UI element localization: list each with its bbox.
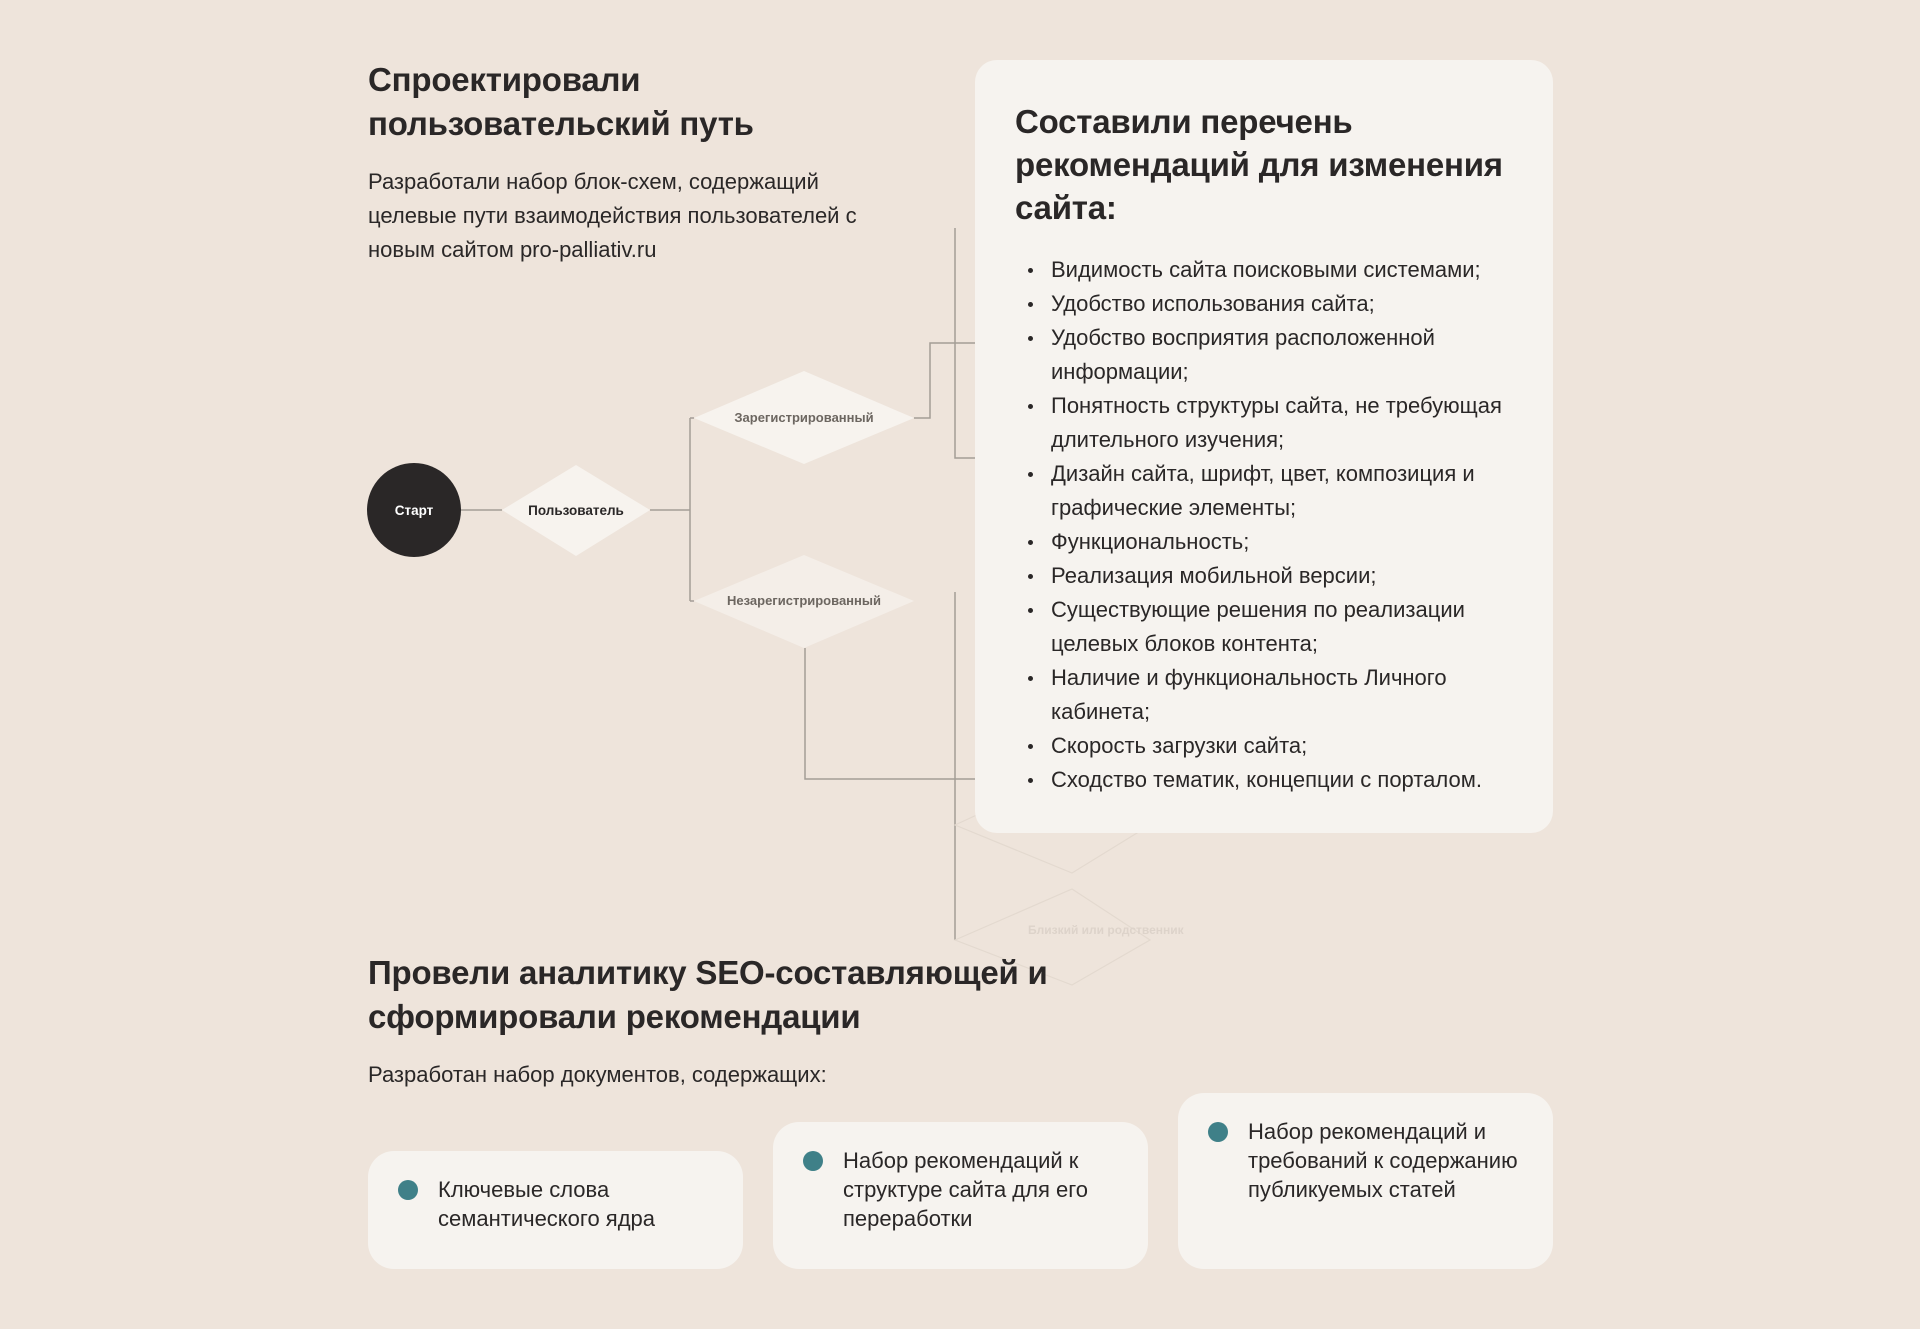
doc-card-keywords <box>368 1151 743 1269</box>
start-node-label: Старт <box>394 503 434 518</box>
recommendation-item: Сходство тематик, концепции с порталом. <box>1015 763 1513 797</box>
bullet-dot-icon <box>1208 1122 1228 1142</box>
user-node-label: Пользователь <box>528 503 624 518</box>
recommendation-item: Удобство восприятия расположенной информации; <box>1015 321 1513 389</box>
recommendation-item: Наличие и функциональность Личного кабинета; <box>1015 661 1513 729</box>
doc-card-text: Ключевые слова семантического ядра <box>438 1177 656 1231</box>
recommendation-item: Удобство использования сайта; <box>1015 287 1513 321</box>
registered-node-label: Зарегистрированный <box>734 410 874 425</box>
bullet-dot-icon <box>803 1151 823 1171</box>
journey-description: Разработали набор блок-схем, содержащий целевые пути взаимодействия пользователей с новым сайтом pro-palliativ.ru <box>368 169 857 262</box>
recommendations-title: Составили перечень рекомендаций для изменения сайта: <box>1015 103 1503 226</box>
recommendations-card <box>975 60 1553 833</box>
doc-card-content-requirements <box>1178 1093 1553 1269</box>
unregistered-node-label: Незарегистрированный <box>727 593 881 608</box>
recommendation-item: Существующие решения по реализации целевых блоков контента; <box>1015 593 1513 661</box>
recommendations-list <box>1015 253 1513 797</box>
recommendation-item: Функциональность; <box>1015 525 1513 559</box>
recommendation-item: Реализация мобильной версии; <box>1015 559 1513 593</box>
seo-description: Разработан набор документов, содержащих: <box>368 1062 827 1087</box>
seo-title: Провели аналитику SEO-составляющей и сформировали рекомендации <box>368 954 1048 1035</box>
recommendation-item: Понятность структуры сайта, не требующая длительного изучения; <box>1015 389 1513 457</box>
journey-title: Спроектировали пользовательский путь <box>368 61 754 142</box>
connector-registered-out <box>914 343 980 418</box>
recommendation-item: Дизайн сайта, шрифт, цвет, композиция и графические элементы; <box>1015 457 1513 525</box>
doc-card-text: Набор рекомендаций и требований к содержанию публикуемых статей <box>1248 1119 1518 1202</box>
doc-card-text: Набор рекомендаций к структуре сайта для его переработки <box>843 1148 1089 1231</box>
recommendation-item: Видимость сайта поисковыми системами; <box>1015 253 1513 287</box>
connector-unregistered-out <box>805 648 980 779</box>
doc-card-structure <box>773 1122 1148 1269</box>
faded-node-label: Близкий или родственник <box>1028 923 1184 937</box>
recommendation-item: Скорость загрузки сайта; <box>1015 729 1513 763</box>
bullet-dot-icon <box>398 1180 418 1200</box>
